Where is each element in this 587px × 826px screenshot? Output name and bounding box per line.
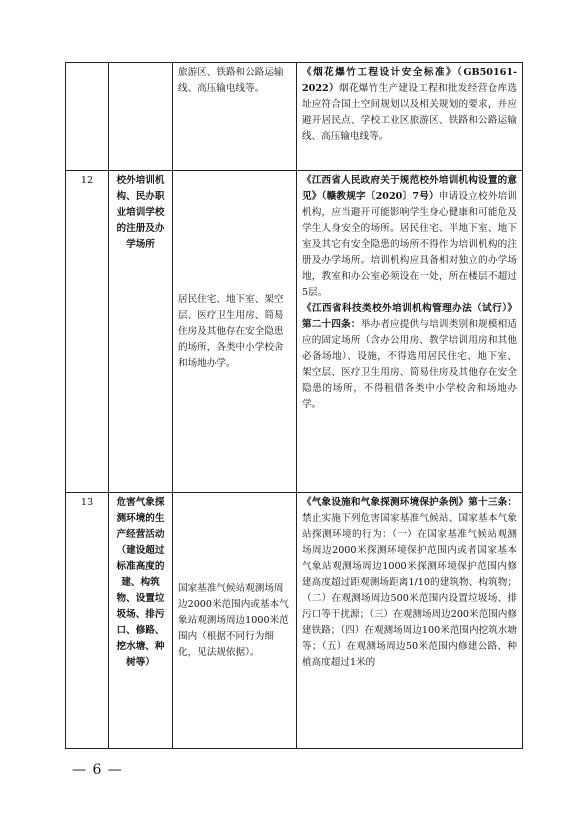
legal-basis-cell [297,493,523,749]
basis-title: 《气象设施和气象探测环境保护条例》第十三条： [302,497,517,508]
basis-paragraph [302,495,517,671]
table-row [66,171,523,493]
row-item: 危害气象探测环境的生产经营活动（建设超过标准高度的建、构筑物、设置垃圾场、排污口、修路、挖水塘、种树等） [109,493,173,749]
regulation-table [65,62,523,749]
legal-basis-cell [297,63,523,171]
basis-paragraph [302,301,517,413]
basis-text: 烟花爆竹生产建设工程和批发经营仓库选址应符合国土空间规划以及相关规划的要求，并应避开居民点、学校工业区旅游区、铁路和公路运输线、高压输电线等。 [302,83,518,142]
table-row [66,493,523,749]
page-number: — 6 — [72,762,123,778]
row-number [66,63,109,171]
basis-text: 举办者应提供与培训类别和规模相适应的固定场所（含办公用房、教学培训用房和其他必备场地）、设施，不得选用居民住宅、地下室、架空层、医疗卫生用房、简易住房及其他存在安全隐患的场所，不得租借各类中小学校舍和场地办学。 [302,319,517,410]
table-row [66,63,523,171]
basis-title: 《烟花爆竹工程设计安全标准》（GB50161-2022） [302,67,517,94]
basis-text: 禁止实施下列危害国家基准气候站、国家基本气象站探测环境的行为：（一）在国家基准气候站观测场周边2000米探测环境保护范围内或者国家基本气象站观测场周边1000米探测环境保护范围内修建高度超过距观测场距离1/10的建筑物、构筑物；（二）在观测场周边500米范围内设置垃圾场、排污口等干扰源；（三）在观测场周边200米范围内修建铁路；（四）在观测场周边100米范围内挖筑水塘等；（五）在观测场周边50米范围内修建公路、种植高度超过1米的 [302,513,517,668]
basis-title: 《江西省科技类校外培训机构管理办法（试行）》第二十四条： [302,303,517,330]
basis-paragraph [302,65,517,145]
legal-basis-cell [297,171,523,493]
restricted-area-cell: 国家基准气候站观测场周边2000米范围内或基本气象站观测场周边1000米范围内（根据不同行为细化，见法规依据）。 [173,493,297,749]
basis-paragraph [302,173,517,301]
row-number: 12 [66,171,109,493]
restricted-area-cell: 居民住宅、地下室、架空层、医疗卫生用房、简易住房及其他存在安全隐患的场所，各类中小学校舍和场地办学。 [173,171,297,493]
basis-text: 申请设立校外培训机构，应当避开可能影响学生身心健康和可能危及学生人身安全的场所。居民住宅、半地下室、地下室及其它有安全隐患的场所不得作为培训机构的注册及办学场所。培训机构应具备相对独立的办学场地，教室和办公室必须设在一处，所在楼层不超过5层。 [302,191,518,298]
row-item: 校外培训机构、民办职业培训学校的注册及办学场所 [109,171,173,493]
basis-title: 《江西省人民政府关于规范校外培训机构设置的意见》（赣教规字〔2020〕7号） [302,175,517,202]
restricted-area-cell: 旅游区、铁路和公路运输线、高压输电线等。 [173,63,297,171]
row-number: 13 [66,493,109,749]
row-item [109,63,173,171]
